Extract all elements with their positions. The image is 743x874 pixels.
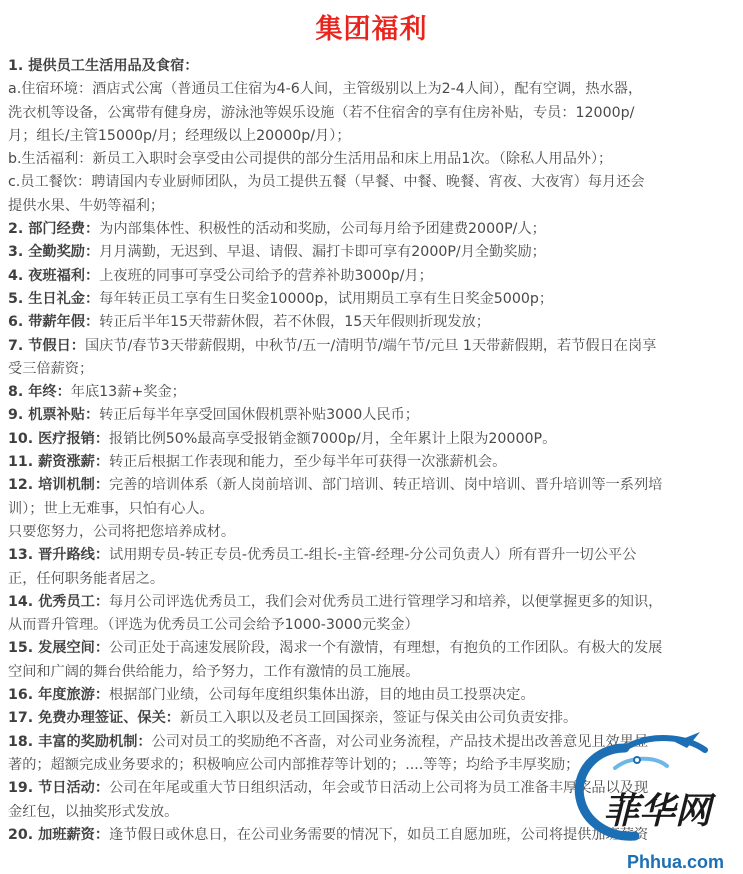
item-text: 新员工入职以及老员工回国探亲，签证与保关由公司负责安排。 bbox=[179, 710, 578, 727]
text-line bbox=[8, 637, 730, 660]
item-label: 16. 年度旅游： bbox=[8, 687, 110, 704]
text-line bbox=[8, 661, 730, 684]
text-line bbox=[8, 474, 730, 497]
item-text: 转正后根据工作表现和能力，至少每半年可获得一次涨薪机会。 bbox=[109, 454, 507, 471]
item-text: c.员工餐饮：聘请国内专业厨师团队，为员工提供五餐（早餐、中餐、晚餐、宵夜、大夜宵）每月还会 bbox=[8, 174, 645, 191]
text-line bbox=[8, 591, 730, 614]
item-text: 公司在年尾或重大节日组织活动，年会或节日活动上公司将为员工准备丰厚奖品以及现 bbox=[109, 780, 649, 797]
item-text: 训）；世上无难事，只怕有心人。 bbox=[8, 500, 214, 517]
item-text: 月月满勤，无迟到、早退、请假、漏打卡即可享有2000P/月全勤奖励； bbox=[99, 244, 546, 261]
item-label: 7. 节假日： bbox=[8, 337, 85, 354]
item-text: 著的；超额完成业务要求的；积极响应公司内部推荐等计划的；....等等；均给予丰厚奖励； bbox=[8, 756, 580, 773]
text-line bbox=[8, 311, 730, 334]
item-text: 每年转正员工享有生日奖金10000p，试用期员工享有生日奖金5000p； bbox=[99, 290, 554, 307]
item-text: 公司对员工的奖励绝不吝啬，对公司业务流程，产品技术提出改善意见且效果显 bbox=[151, 733, 649, 750]
item-label: 20. 加班薪资： bbox=[8, 826, 110, 843]
item-text: b.生活福利：新员工入职时会享受由公司提供的部分生活用品和床上用品1次。（除私人用品外）； bbox=[8, 151, 613, 168]
item-text: 空间和广阔的舞台供给能力，给予努力，工作有激情的员工施展。 bbox=[8, 663, 420, 680]
item-text: 洗衣机等设备，公寓带有健身房，游泳池等娱乐设施（若不住宿舍的享有住房补贴，专员：12000p/ bbox=[8, 104, 635, 121]
item-text: 上夜班的同事可享受公司给予的营养补助3000p/月； bbox=[99, 267, 433, 284]
item-text: 试用期专员-转正专员-优秀员工-组长-主管-经理-分公司负责人）所有晋升一切公平公 bbox=[109, 547, 637, 564]
text-line bbox=[8, 521, 730, 544]
item-text: 公司正处于高速发展阶段，渴求一个有激情，有理想，有抱负的工作团队。有极大的发展 bbox=[109, 640, 663, 657]
text-line bbox=[8, 288, 730, 311]
text-line bbox=[8, 125, 730, 148]
item-label: 3. 全勤奖励： bbox=[8, 244, 100, 261]
item-text: 转正后半年15天带薪休假，若不休假，15天年假则折现发放； bbox=[99, 314, 490, 331]
item-text: 逢节假日或休息日，在公司业务需要的情况下，如员工自愿加班，公司将提供加班薪资 bbox=[109, 826, 649, 843]
text-line bbox=[8, 195, 730, 218]
item-text: 根据部门业绩，公司每年度组织集体出游，目的地由员工投票决定。 bbox=[109, 687, 535, 704]
item-label: 8. 年终： bbox=[8, 384, 71, 401]
text-line bbox=[8, 55, 730, 78]
item-text: 只要您努力，公司将把您培养成材。 bbox=[8, 523, 236, 540]
item-label: 15. 发展空间： bbox=[8, 640, 110, 657]
item-label: 9. 机票补贴： bbox=[8, 407, 100, 424]
item-label: 18. 丰富的奖励机制： bbox=[8, 733, 152, 750]
page-title: 集团福利 bbox=[315, 14, 428, 45]
text-line bbox=[8, 148, 730, 171]
text-line bbox=[8, 218, 730, 241]
item-label: 19. 节日活动： bbox=[8, 780, 110, 797]
item-text: 从而晋升管理。（评选为优秀员工公司会给予1000-3000元奖金） bbox=[8, 617, 419, 634]
item-label: 1. 提供员工生活用品及食宿： bbox=[8, 58, 199, 74]
text-line bbox=[8, 241, 730, 264]
item-text: 正，任何职务能者居之。 bbox=[8, 570, 165, 587]
text-line bbox=[8, 498, 730, 521]
text-line bbox=[8, 684, 730, 707]
item-label: 5. 生日礼金： bbox=[8, 290, 100, 307]
item-text: 完善的培训体系（新人岗前培训、部门培训、转正培训、岗中培训、晋升培训等一系列培 bbox=[109, 477, 663, 494]
text-line bbox=[8, 265, 730, 288]
item-text: a.住宿环境：酒店式公寓（普通员工住宿为4-6人间，主管级别以上为2-4人间），配有空调，热水器， bbox=[8, 81, 643, 98]
item-text: 月；组长/主管15000p/月；经理级以上20000p/月）； bbox=[8, 127, 351, 144]
item-label: 13. 晋升路线： bbox=[8, 547, 110, 564]
item-text: 每月公司评选优秀员工，我们会对优秀员工进行管理学习和培养，以便掌握更多的知识， bbox=[109, 593, 663, 610]
item-text: 金红包，以抽奖形式发放。 bbox=[8, 803, 179, 820]
item-text: 国庆节/春节3天带薪假期，中秋节/五一/清明节/端午节/元旦 1天带薪假期，若节假日在岗享 bbox=[84, 337, 657, 354]
text-line bbox=[8, 335, 730, 358]
text-line bbox=[8, 614, 730, 637]
item-label: 6. 带薪年假： bbox=[8, 314, 100, 331]
phhua-watermark-logo bbox=[555, 728, 743, 874]
watermark-logo-text: 菲华网 bbox=[603, 790, 712, 832]
item-label: 14. 优秀员工： bbox=[8, 593, 110, 610]
item-label: 17. 免费办理签证、保关： bbox=[8, 710, 180, 727]
text-line bbox=[8, 428, 730, 451]
text-line bbox=[8, 451, 730, 474]
text-line bbox=[8, 78, 730, 101]
item-label: 4. 夜班福利： bbox=[8, 267, 100, 284]
item-text: 受三倍薪资； bbox=[8, 360, 94, 377]
text-line bbox=[8, 404, 730, 427]
text-line bbox=[8, 544, 730, 567]
item-label: 12. 培训机制： bbox=[8, 477, 110, 494]
watermark-url: Phhua.com bbox=[627, 852, 725, 872]
text-line bbox=[8, 171, 730, 194]
item-text: 年底13薪+奖金； bbox=[70, 384, 186, 401]
text-line bbox=[8, 381, 730, 404]
item-text: 报销比例50%最高享受报销金额7000p/月，全年累计上限为20000P。 bbox=[109, 430, 557, 447]
item-label: 2. 部门经费： bbox=[8, 221, 100, 238]
item-text: 提供水果、牛奶等福利； bbox=[8, 197, 165, 214]
item-text: 转正后每半年享受回国休假机票补贴3000人民币； bbox=[99, 407, 419, 424]
item-label: 10. 医疗报销： bbox=[8, 430, 110, 447]
item-label: 11. 薪资涨薪： bbox=[8, 454, 110, 471]
text-line bbox=[8, 358, 730, 381]
text-line bbox=[8, 568, 730, 591]
item-text: 为内部集体性、积极性的活动和奖励，公司每月给予团建费2000P/人； bbox=[99, 221, 546, 238]
text-line bbox=[8, 102, 730, 125]
